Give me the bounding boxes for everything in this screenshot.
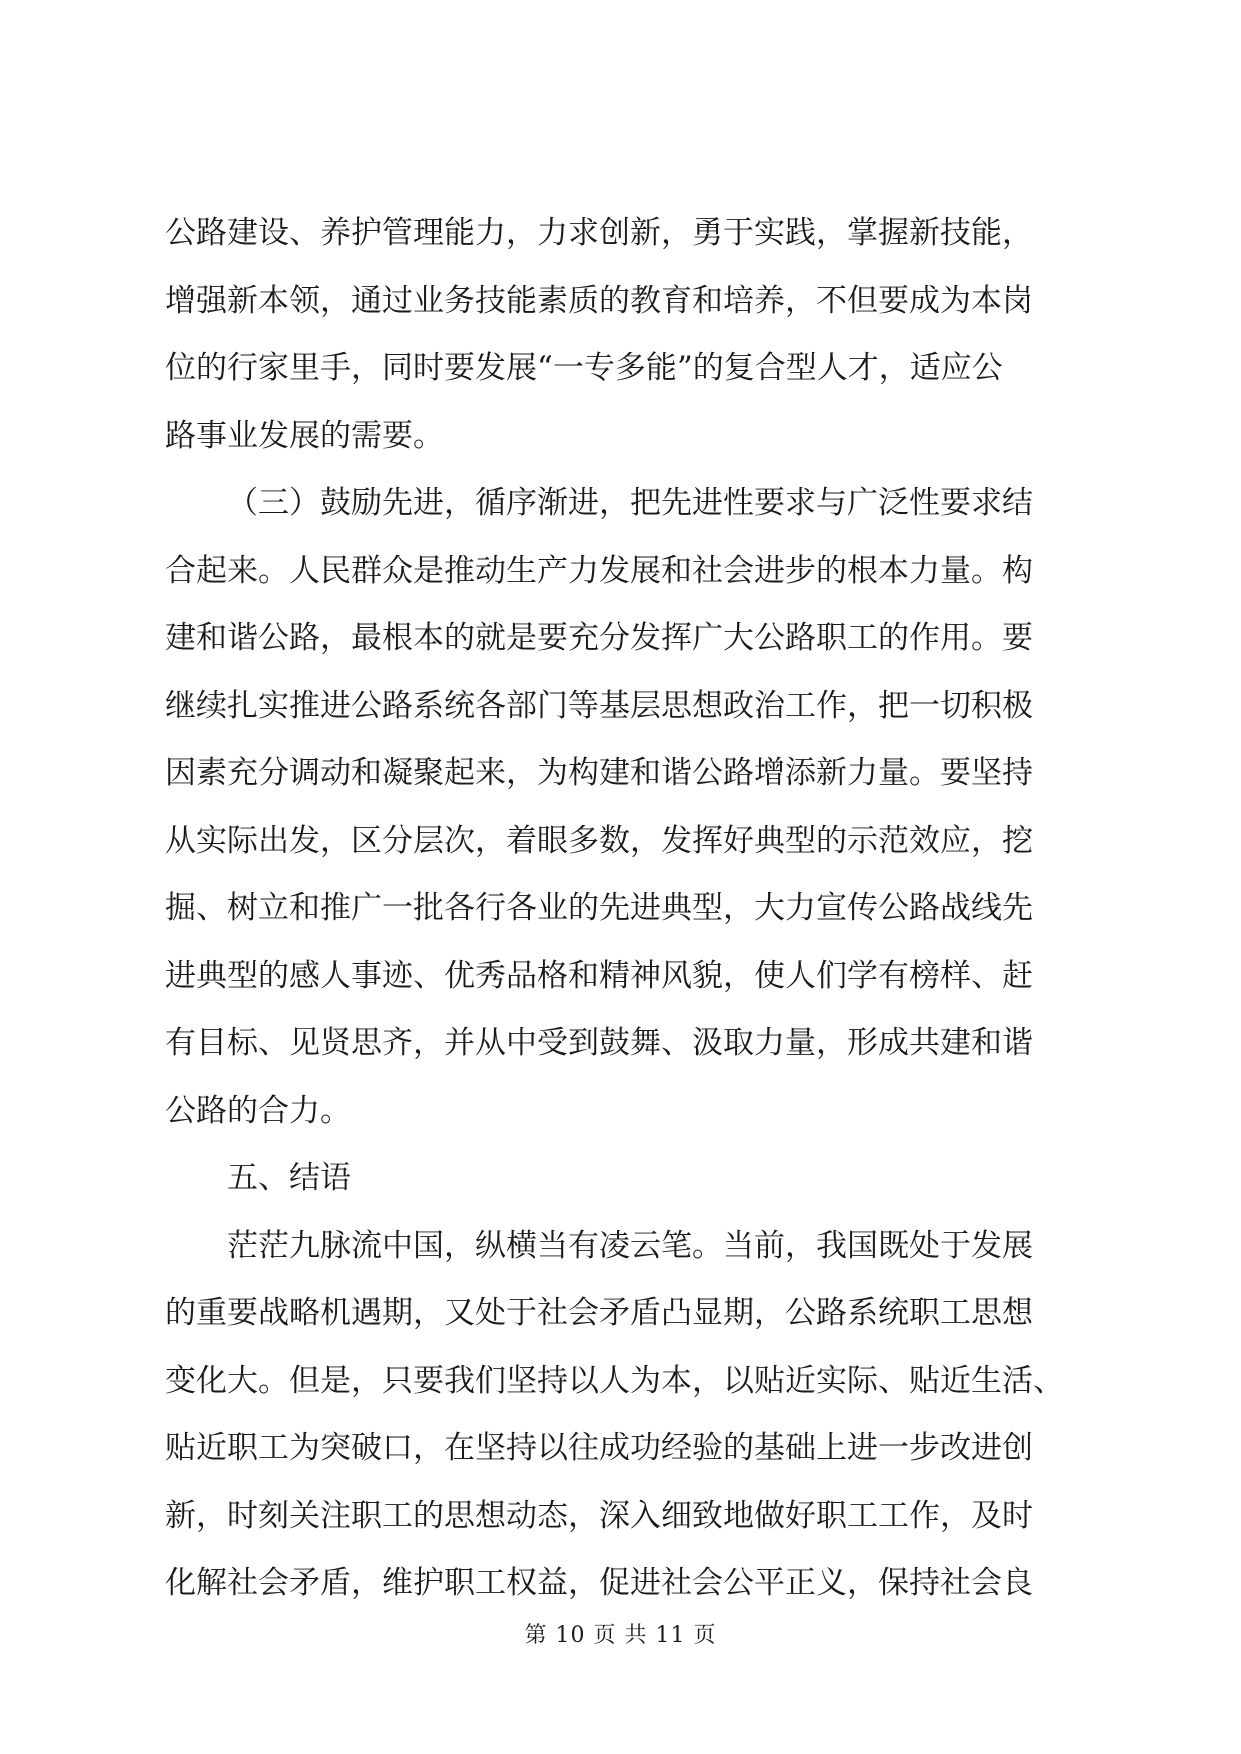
text-line: 新，时刻关注职工的思想动态，深入细致地做好职工工作，及时 xyxy=(165,1497,1033,1534)
text-line: 合起来。人民群众是推动生产力发展和社会进步的根本力量。构 xyxy=(165,552,1033,589)
text-line: 从实际出发，区分层次，着眼多数，发挥好典型的示范效应，挖 xyxy=(165,822,1033,859)
text-line: 位的行家里手，同时要发展“一专多能”的复合型人才，适应公 xyxy=(165,350,1003,386)
text-line: 建和谐公路，最根本的就是要充分发挥广大公路职工的作用。要 xyxy=(165,620,1033,656)
text-line: 继续扎实推进公路系统各部门等基层思想政治工作，把一切积极 xyxy=(165,687,1033,724)
document-body xyxy=(165,200,1095,1618)
text-line: 变化大。但是，只要我们坚持以人为本，以贴近实际、贴近生活、 xyxy=(165,1362,1064,1399)
text-line: 茫茫九脉流中国，纵横当有凌云笔。当前，我国既处于发展 xyxy=(227,1227,1033,1264)
text-line: 因素充分调动和凝聚起来，为构建和谐公路增添新力量。要坚持 xyxy=(165,755,1033,791)
text-line: 五、结语 xyxy=(227,1160,351,1196)
text-line: 掘、树立和推广一批各行各业的先进典型，大力宣传公路战线先 xyxy=(165,890,1033,926)
text-line: 增强新本领，通过业务技能素质的教育和培养，不但要成为本岗 xyxy=(165,282,1033,319)
text-line: （三）鼓励先进，循序渐进，把先进性要求与广泛性要求结 xyxy=(227,485,1033,521)
text-line: 进典型的感人事迹、优秀品格和精神风貌，使人们学有榜样、赶 xyxy=(165,957,1033,994)
text-line: 路事业发展的需要。 xyxy=(165,417,444,454)
text-line: 贴近职工为突破口，在坚持以往成功经验的基础上进一步改进创 xyxy=(165,1430,1033,1466)
text-line: 有目标、见贤思齐，并从中受到鼓舞、汲取力量，形成共建和谐 xyxy=(165,1025,1033,1061)
text-line: 公路的合力。 xyxy=(165,1092,351,1129)
page-footer: 第 10 页 共 11 页 xyxy=(524,1623,717,1648)
text-line: 化解社会矛盾，维护职工权益，促进社会公平正义，保持社会良 xyxy=(165,1565,1033,1601)
text-line: 的重要战略机遇期，又处于社会矛盾凸显期，公路系统职工思想 xyxy=(165,1295,1033,1331)
text-line: 公路建设、养护管理能力，力求创新，勇于实践，掌握新技能， xyxy=(165,215,1033,251)
